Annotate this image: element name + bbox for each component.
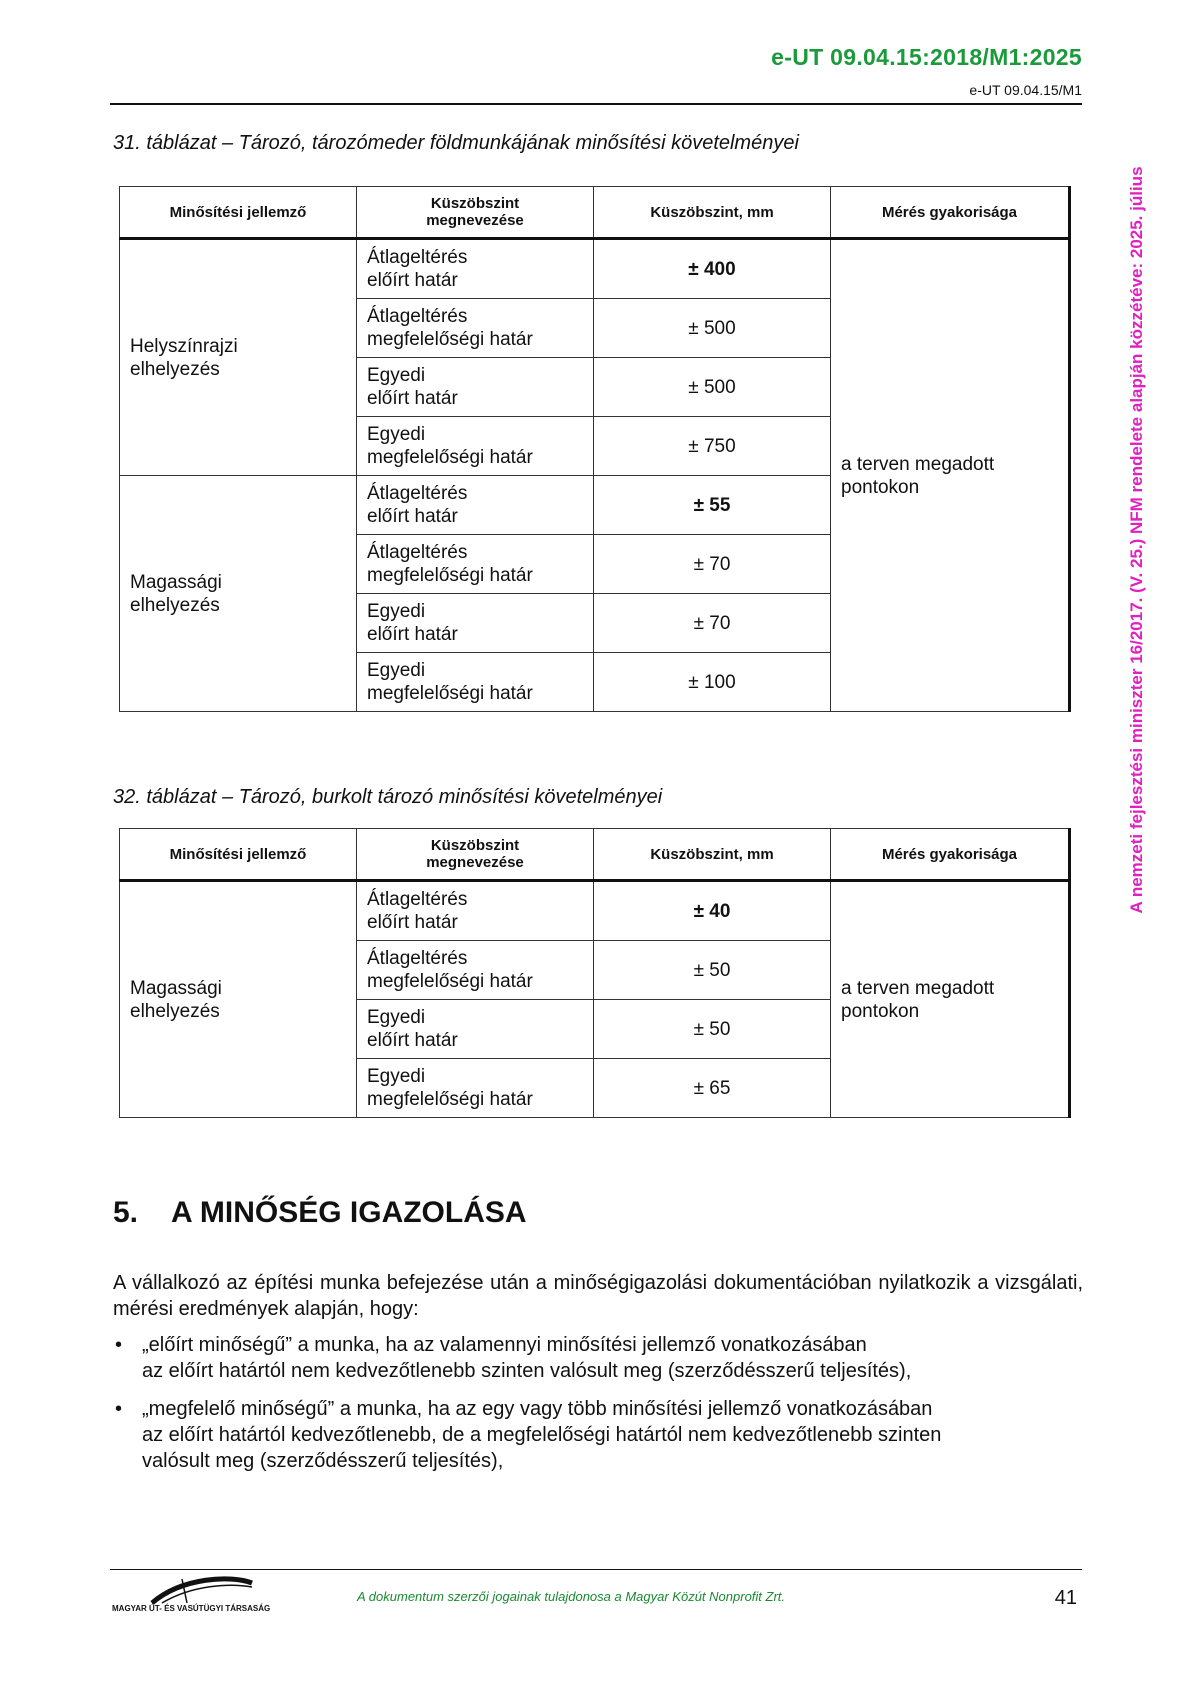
section-heading <box>113 1196 527 1230</box>
table-31-caption: 31. táblázat – Tározó, tározómeder földmunkájának minősítési követelményei <box>113 132 799 154</box>
threshold-value: ± 40 <box>594 881 831 941</box>
threshold-value: ± 70 <box>594 535 831 594</box>
header-characteristic: Minősítési jellemző <box>120 187 357 239</box>
header-threshold-mm: Küszöbszint, mm <box>594 187 831 239</box>
document-subcode: e-UT 09.04.15/M1 <box>969 82 1082 98</box>
list-item: • „előírt minőségű” a munka, ha az valamennyi minősítési jellemző vonatkozásában az előírt határtól nem kedvezőtlenebb szinten valósult meg (szerződésszerű teljesítés), <box>115 1334 912 1382</box>
table-31 <box>119 186 1071 712</box>
threshold-value: ± 100 <box>594 653 831 712</box>
bullet-icon: • <box>115 1334 123 1356</box>
threshold-name: Átlageltérés megfelelőségi határ <box>357 299 594 358</box>
table-32-caption: 32. táblázat – Tározó, burkolt tározó minősítési követelményei <box>113 786 663 808</box>
threshold-value: ± 500 <box>594 358 831 417</box>
threshold-value: ± 50 <box>594 941 831 1000</box>
bullet-list <box>113 1332 1083 1486</box>
threshold-value: ± 400 <box>594 239 831 299</box>
header-threshold-name: Küszöbszint megnevezése <box>357 829 594 881</box>
road-swoosh-icon <box>112 1573 262 1607</box>
threshold-name: Átlageltérés előírt határ <box>357 881 594 941</box>
section-title: A MINŐSÉG IGAZOLÁSA <box>171 1196 527 1229</box>
header-frequency: Mérés gyakorisága <box>831 829 1070 881</box>
threshold-name: Egyedi előírt határ <box>357 358 594 417</box>
threshold-value: ± 65 <box>594 1059 831 1118</box>
logo-text: MAGYAR ÚT- ÉS VASÚTÜGYI TÁRSASÁG <box>112 1604 271 1613</box>
table-32 <box>119 828 1071 1118</box>
document-code: e-UT 09.04.15:2018/M1:2025 <box>771 44 1082 70</box>
threshold-value: ± 70 <box>594 594 831 653</box>
threshold-name: Átlageltérés előírt határ <box>357 476 594 535</box>
intro-paragraph: A vállalkozó az építési munka befejezése után a minőségigazolási dokumentációban nyilatkozik a vizsgálati, mérési eredmények alapján, hogy: <box>113 1272 1083 1320</box>
threshold-name: Egyedi előírt határ <box>357 1000 594 1059</box>
publication-side-note: A nemzeti fejlesztési miniszter 16/2017. (V. 25.) NFM rendelete alapján közzétéve: 2025. július <box>1127 166 1146 914</box>
bullet-icon: • <box>115 1398 123 1420</box>
copyright-notice: A dokumentum szerzői jogainak tulajdonosa a Magyar Közút Nonprofit Zrt. <box>357 1589 786 1604</box>
table-header-row <box>120 829 1070 881</box>
list-item: • „megfelelő minőségű” a munka, ha az egy vagy több minősítési jellemző vonatkozásában az előírt határtól kedvezőtlenebb, de a megfelelőségi határtól nem kedvezőtlenebb szinten valósult meg (szerződésszerű teljesítés), <box>115 1398 942 1472</box>
frequency-cell: a terven megadott pontokon <box>831 881 1070 1118</box>
page-number: 41 <box>1054 1587 1077 1609</box>
society-logo <box>112 1573 271 1617</box>
threshold-name: Egyedi előírt határ <box>357 594 594 653</box>
header-characteristic: Minősítési jellemző <box>120 829 357 881</box>
threshold-value: ± 50 <box>594 1000 831 1059</box>
header-rule <box>110 103 1082 105</box>
table-header-row <box>120 187 1070 239</box>
threshold-name: Átlageltérés előírt határ <box>357 239 594 299</box>
section-number: 5. <box>113 1196 139 1229</box>
header-threshold-mm: Küszöbszint, mm <box>594 829 831 881</box>
threshold-name: Átlageltérés megfelelőségi határ <box>357 535 594 594</box>
threshold-value: ± 55 <box>594 476 831 535</box>
threshold-name: Egyedi megfelelőségi határ <box>357 653 594 712</box>
footer-rule <box>110 1569 1082 1570</box>
threshold-name: Egyedi megfelelőségi határ <box>357 1059 594 1118</box>
group-label: Magassági elhelyezés <box>120 881 357 1118</box>
threshold-name: Átlageltérés megfelelőségi határ <box>357 941 594 1000</box>
table-row <box>120 881 1070 941</box>
table-row <box>120 239 1070 299</box>
header-frequency: Mérés gyakorisága <box>831 187 1070 239</box>
group-label: Magassági elhelyezés <box>120 476 357 712</box>
header-threshold-name: Küszöbszint megnevezése <box>357 187 594 239</box>
threshold-value: ± 750 <box>594 417 831 476</box>
group-label: Helyszínrajzi elhelyezés <box>120 239 357 476</box>
frequency-cell: a terven megadott pontokon <box>831 239 1070 712</box>
threshold-name: Egyedi megfelelőségi határ <box>357 417 594 476</box>
threshold-value: ± 500 <box>594 299 831 358</box>
